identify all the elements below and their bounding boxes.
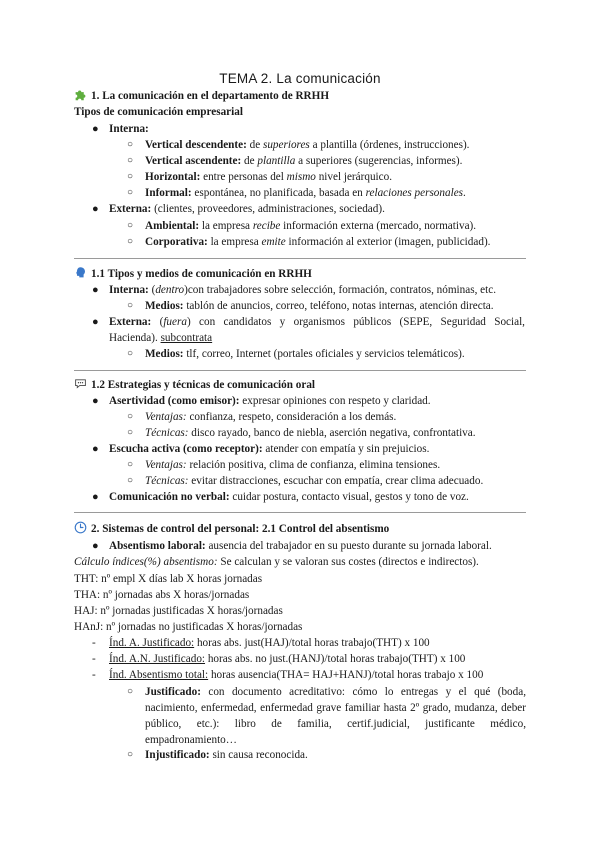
speaking-head-icon <box>74 266 87 279</box>
formula-tht: THT: nº empl X días lab X horas jornadas <box>74 573 263 585</box>
section-1-subheading: Tipos de comunicación empresarial <box>74 106 243 118</box>
page-title: TEMA 2. La comunicación <box>219 71 381 86</box>
clock-icon <box>74 521 87 534</box>
divider <box>74 370 526 371</box>
section-1-2-heading: 1.2 Estrategias y técnicas de comunicación oral <box>74 377 315 393</box>
divider <box>74 512 526 513</box>
calculo-indices: Cálculo índices(%) absentismo: Se calculan y se valoran sus costes (directos e indirectos). <box>74 556 479 568</box>
section-1-1-heading: 1.1 Tipos y medios de comunicación en RRHH <box>74 266 312 282</box>
speech-bubble-icon <box>74 377 87 390</box>
section-1-heading: 1. La comunicación en el departamento de RRHH <box>74 88 329 104</box>
puzzle-icon <box>74 88 87 101</box>
formula-tha: THA: nº jornadas abs X horas/jornadas <box>74 589 250 601</box>
formula-hanj: HAnJ: nº jornadas no justificadas X horas/jornadas <box>74 621 303 633</box>
formula-haj: HAJ: nº jornadas justificadas X horas/jornadas <box>74 605 283 617</box>
divider <box>74 258 526 259</box>
section-2-heading: 2. Sistemas de control del personal: 2.1 Control del absentismo <box>74 521 389 537</box>
document-page: TEMA 2. La comunicación 1. La comunicación en el departamento de RRHH Tipos de comunicación empresarial ● Interna: ○ Vertical descendente: de superiores a plantilla (órdenes, instrucciones). ○ Vertical ascendente: de plantilla a superiores (sugerencias, informes). ○ Horizontal: entre personas del mismo nivel jerárquico. ○ Informal: espontánea, no planificada, basada en relaciones personales. ● Externa: (clientes, proveedores, administraciones, sociedad). ○ Ambiental: la empresa recibe información externa (mercado, normativa). ○ Corporativa: la empresa emite información al exterior (imagen, publicidad). 1.1 Tipos y medios de comunicación en RRHH ● Interna: (dentro)con trabajadores sobre selección, formación, contratos, nóminas, etc. ○ Medios: tablón de anuncios, correo, teléfono, notas internas, atención directa. ● Externa: (fuera) con candidatos y organismos públicos (SEPE, Seguridad Social, Hacienda). subcontrata ○ Medios: tlf, correo, Internet (portales oficiales y servicios telemáticos). 1.2 Estrategias y técnicas de comunicación oral ● Asertividad (como emisor): expresar opiniones con respeto y claridad. ○ Ventajas: confianza, respeto, consideración a los demás. ○ Técnicas: disco rayado, banco de niebla, aserción negativa, confrontativa. ● Escucha activa (como receptor): atender con empatía y sin prejuicios. ○ Ventajas: relación positiva, clima de confianza, elimina tensiones. ○ Técnicas: evitar distracciones, escuchar con empatía, crear clima adecuado. ● Comunicación no verbal: cuidar postura, contacto visual, gestos y tono de voz. 2. Sistemas de control del personal: 2.1 Control del absentismo ● Absentismo laboral: ausencia del trabajador en su puesto durante su jornada laboral. Cálculo índices(%) absentismo: Se calculan y se valoran sus costes (directos e indirectos). THT: nº empl X días lab X horas jornadas THA: nº jornadas abs X horas/jornadas HAJ: nº jornadas justificadas X horas/jornadas HAnJ: nº jornadas no justificadas X horas/jornadas - Índ. A. Justificado: horas abs. just(HAJ)/total horas trabajo(THT) x 100 - Índ. A.N. Justificado: horas abs. no just.(HANJ)/total horas trabajo(THT) x 100 - Índ. Absentismo total: horas ausencia(THA= HAJ+HANJ)/total horas trabajo x 100 ○ Justificado: con documento acreditativo: cómo lo entregas y el qué (boda, nacimiento, enfermedad, enfermedad grave familiar hasta 2º grado, mudanza, deber público, etc.): libro de familia, certif.judicial, justificante médico, empadronamiento… ○ Injustificado: sin causa reconocida. <box>0 0 600 848</box>
